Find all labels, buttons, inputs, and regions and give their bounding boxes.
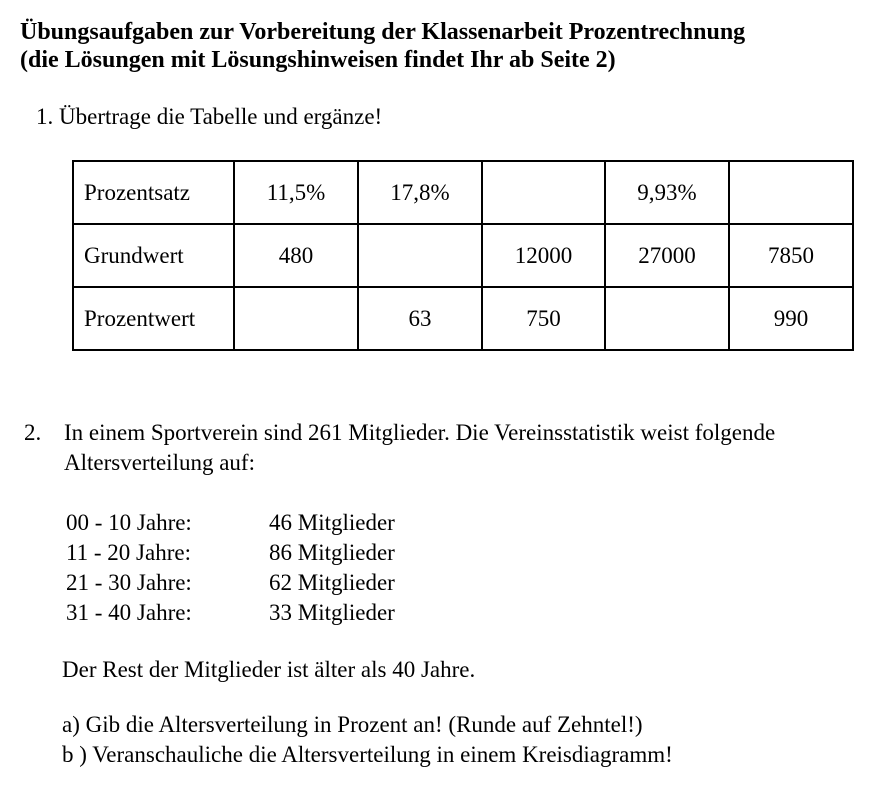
member-count: 46 Mitglieder xyxy=(269,510,395,535)
title-line-1: Übungsaufgaben zur Vorbereitung der Klassenarbeit Prozentrechnung xyxy=(20,19,746,45)
document-title xyxy=(20,18,870,74)
table-cell xyxy=(482,161,605,224)
row-label: Prozentsatz xyxy=(73,161,234,224)
table-cell: 9,93% xyxy=(605,161,729,224)
table-cell xyxy=(605,287,729,350)
table-cell xyxy=(234,287,358,350)
table-cell: 750 xyxy=(482,287,605,350)
table-row-prozentsatz xyxy=(73,161,853,224)
sub-task-b: b ) Veranschauliche die Altersverteilung in einem Kreisdiagramm! xyxy=(62,742,673,767)
sub-task-a: a) Gib die Altersverteilung in Prozent an! (Runde auf Zehntel!) xyxy=(62,712,643,737)
age-range: 00 - 10 Jahre: xyxy=(66,510,192,535)
age-distribution-list xyxy=(66,508,395,628)
title-line-2: (die Lösungen mit Lösungshinweisen findet Ihr ab Seite 2) xyxy=(20,47,616,73)
table-cell: 27000 xyxy=(605,224,729,287)
age-range: 11 - 20 Jahre: xyxy=(66,540,191,565)
list-item xyxy=(66,598,395,628)
row-label: Prozentwert xyxy=(73,287,234,350)
table-cell xyxy=(729,161,853,224)
member-count: 62 Mitglieder xyxy=(269,570,395,595)
table-cell: 17,8% xyxy=(358,161,482,224)
task-2-line-2: Altersverteilung auf: xyxy=(64,450,255,475)
table-cell: 7850 xyxy=(729,224,853,287)
age-range: 21 - 30 Jahre: xyxy=(66,570,192,595)
table-cell xyxy=(358,224,482,287)
table-row-prozentwert xyxy=(73,287,853,350)
task-2-line-1: In einem Sportverein sind 261 Mitglieder. Die Vereinsstatistik weist folgende xyxy=(64,420,776,445)
table-cell: 480 xyxy=(234,224,358,287)
percent-table xyxy=(72,160,854,351)
rest-note: Der Rest der Mitglieder ist älter als 40 Jahre. xyxy=(62,657,476,682)
task-2-number: 2. xyxy=(24,420,42,445)
table-cell: 63 xyxy=(358,287,482,350)
table-cell: 12000 xyxy=(482,224,605,287)
task-1-instruction: 1. Übertrage die Tabelle und ergänze! xyxy=(36,104,383,129)
table-cell: 990 xyxy=(729,287,853,350)
table-row-grundwert xyxy=(73,224,853,287)
age-range: 31 - 40 Jahre: xyxy=(66,600,192,625)
list-item xyxy=(66,568,395,598)
table-cell: 11,5% xyxy=(234,161,358,224)
task-2-intro xyxy=(64,418,864,478)
sub-tasks xyxy=(62,710,673,770)
list-item xyxy=(66,508,395,538)
list-item xyxy=(66,538,395,568)
member-count: 33 Mitglieder xyxy=(269,600,395,625)
row-label: Grundwert xyxy=(73,224,234,287)
member-count: 86 Mitglieder xyxy=(269,540,395,565)
